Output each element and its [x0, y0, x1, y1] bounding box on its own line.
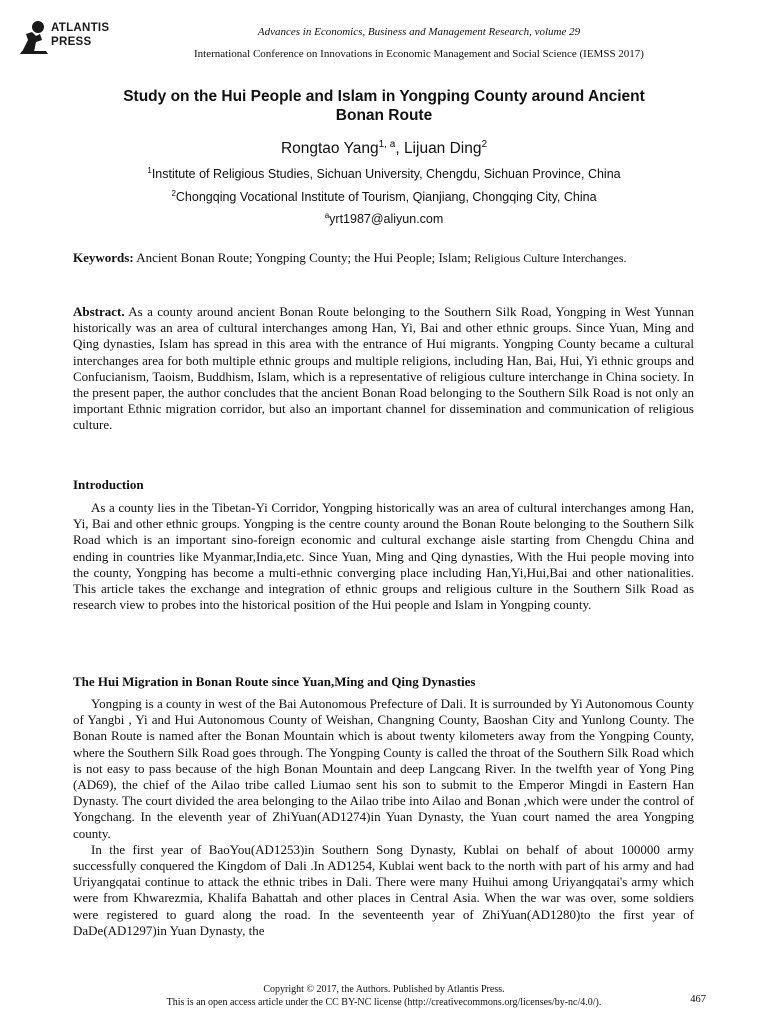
- publisher-name: ATLANTIS PRESS: [51, 22, 110, 48]
- keywords: Keywords: Ancient Bonan Route; Yongping County; the Hui People; Islam; Religious Culture Interchanges.: [73, 250, 627, 265]
- affiliation-1: $^1$Institute of Religious Studies, Sichuan University, Chengdu, Sichuan Province, China: [147, 166, 621, 182]
- copyright-notice: Copyright © 2017, the Authors. Published by Atlantis Press.: [263, 984, 505, 995]
- author-1: Rongtao Yang: [280, 140, 379, 158]
- series-header: Advances in Economics, Business and Management Research, volume 29: [257, 26, 581, 38]
- publisher-logo: [18, 18, 118, 58]
- author-email: $^a$yrt1987@aliyun.com: [324, 211, 444, 227]
- introduction-heading: Introduction: [73, 477, 144, 492]
- page-number: 467: [690, 994, 706, 1005]
- section-body: [73, 696, 694, 939]
- section-heading: The Hui Migration in Bonan Route since Yuan,Ming and Qing Dynasties: [73, 674, 476, 689]
- abstract: Abstract. As a county around ancient Bonan Route belonging to the Southern Silk Road, Yongping in West Yunnan historically was an area of cultural interchanges among Han, Yi, Bai and other ethnic groups. Since Yuan, Ming and Qing dynasties, Islam has spread in this area with the entrance of Hui migrants. Yongping County became a cultural interchanges area for both multiple ethnic groups and multiple religions, including Han, Bai, Hui, Yi ethnic groups and Confucianism, Taoism, Buddhism, Islam, which is a representative of religious culture interchange in China society. In the present paper, the author concludes that the ancient Bonan Road belonging to the Southern Silk Road is not only an important Ethnic migration corridor, but also an important channel for dissemination and communication of religious culture.: [73, 304, 694, 433]
- paper-title: Study on the Hui People and Islam in Yongping County around Ancient Bonan Route: [123, 88, 645, 124]
- atlas-figure-icon: [18, 20, 50, 54]
- page-footer: [100, 983, 668, 1009]
- affiliation-2: $^2$Chongqing Vocational Institute of Tourism, Qianjiang, Chongqing City, China: [171, 189, 597, 205]
- section-paragraph-1: Yongping is a county in west of the Bai Autonomous Prefecture of Dali. It is surrounded by Yi Autonomous County of Yangbi , Yi and Hui Autonomous County of Weishan, Changning County, Baoshan City and Yunlong County. The Bonan Route is named after the Bonan Mountain which is about twenty kilometers away from the Yongping County, where the Southern Silk Road goes through. The Yongping County is called the throat of the Southern Silk Road which is not easy to pass because of the high Bonan Mountain and deep Langcang River. In the twelfth year of Yong Ping (AD69), the chief of the Ailao tribe called Liumao sent his son to submit to the Emperor Mingdi in Eastern Han Dynasty. The court divided the area belonging to the Ailao tribe into Ailao and Bonan ,which were under the control of Yongchang. In the eleventh year of ZhiYuan(AD1274)in Yuan Dynasty, the Yuan court named the area Yongping county.: [73, 696, 694, 841]
- author-list: Rongtao Yang$^{1, a}$, Lijuan Ding$^2$: [280, 139, 488, 158]
- author-2: Lijuan Ding: [403, 140, 482, 158]
- conference-header: International Conference on Innovations in Economic Management and Social Science (IEMSS 2017): [194, 48, 644, 60]
- introduction-paragraph: As a county lies in the Tibetan-Yi Corridor, Yongping historically was an area of cultural interchanges among Han, Yi, Bai and other ethnic groups. Yongping is the centre county around the Bonan Route belonging to the Southern Silk Road which is an important sino-foreign economic and cultural exchange aisle starting from Chengdu China and ending in countries like Myanmar,India,etc. Since Yuan, Ming and Qing dynasties, With the Hui people moving into the county, Yongping has become a multi-ethnic converging place including Han,Yi,Hui,Bai and other nationalities. This article takes the exchange and integration of ethnic groups and religious culture in the Southern Silk Road as research view to probes into the historical position of the Hui people and Islam in Yongping county.: [73, 500, 694, 613]
- section-paragraph-2: In the first year of BaoYou(AD1253)in Southern Song Dynasty, Kublai on behalf of about 100000 army successfully conquered the Kingdom of Dali .In AD1254, Kublai went back to the north with part of his army and had Uriyangqatai continue to attack the ethnic tribes in Dali. There were many Huihui among Uriyangqatai's army which were from Khwarezmia, Khalifa Bahattah and other places in Central Asia. When the war was over, some soldiers were registered to guard along the road. In the seventeenth year of ZhiYuan(AD1280)to the first year of DaDe(AD1297)in Yuan Dynasty, the: [73, 841, 694, 938]
- license-notice: This is an open access article under the CC BY-NC license (http://creativecommons.org/licenses/by-nc/4.0/).: [166, 997, 602, 1008]
